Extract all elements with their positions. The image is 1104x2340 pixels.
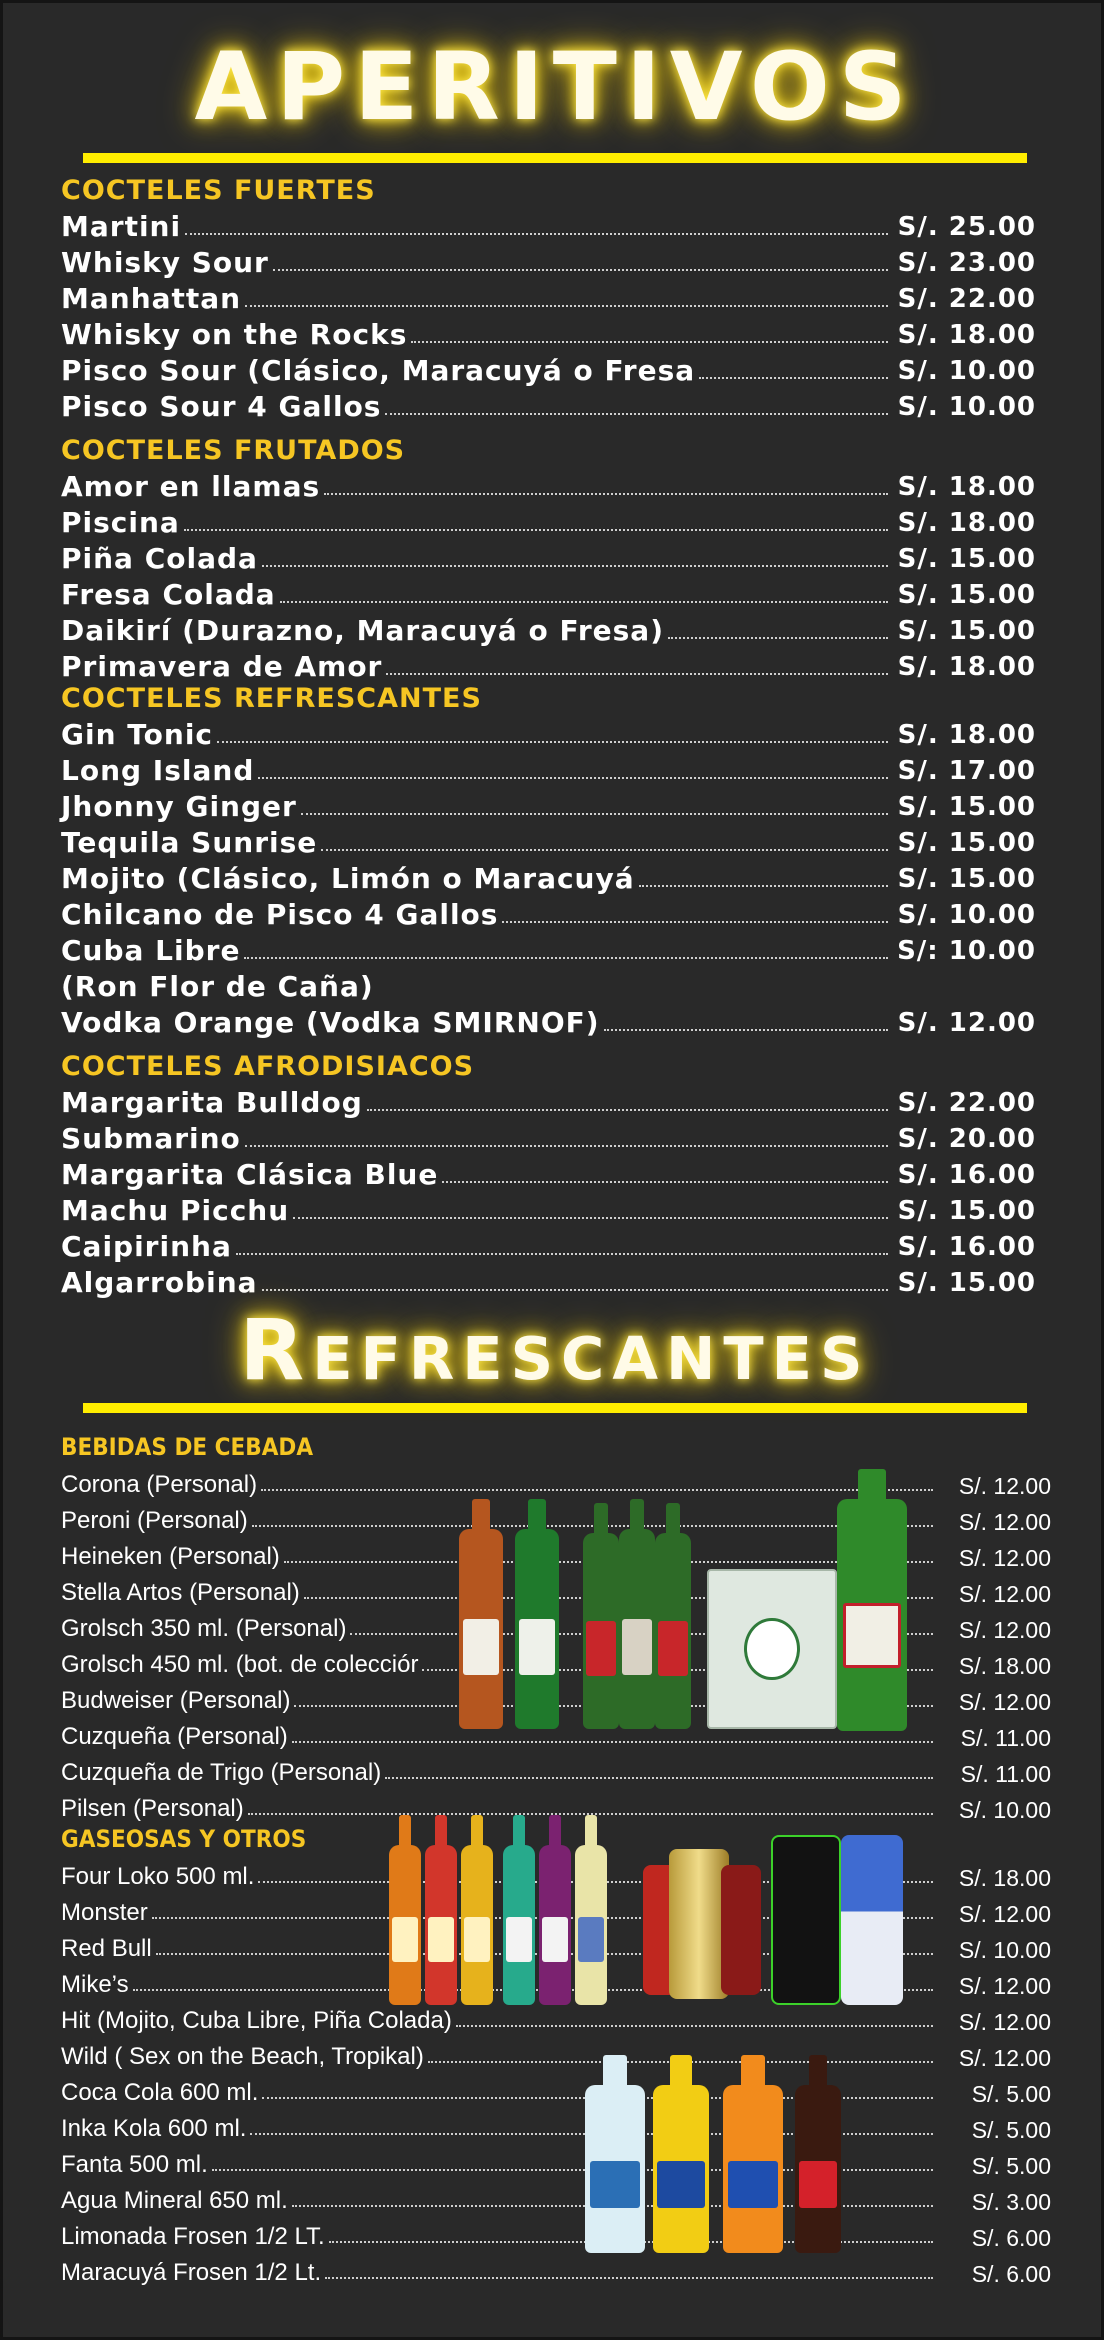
dot-leader xyxy=(258,777,888,779)
menu-item xyxy=(61,715,1036,751)
dot-leader xyxy=(385,1777,933,1779)
item-name: Fanta 500 ml. xyxy=(61,2151,208,2179)
item-name: Grolsch 350 ml. (Personal) xyxy=(61,1615,347,1643)
item-name: Algarrobina xyxy=(61,1265,258,1299)
item-name: Martini xyxy=(61,209,182,243)
dot-leader xyxy=(385,413,888,415)
item-price: S/. 18.00 xyxy=(897,720,1036,751)
item-price: S/. 10.00 xyxy=(897,356,1036,387)
dot-leader xyxy=(604,1029,888,1031)
dot-leader xyxy=(386,673,888,675)
item-name: Jhonny Ginger xyxy=(61,789,297,823)
title-underline xyxy=(83,153,1027,163)
menu-item xyxy=(61,1263,1036,1299)
item-price: S/. 6.00 xyxy=(971,2260,1051,2287)
item-price: S/. 15.00 xyxy=(897,1268,1036,1299)
menu-item xyxy=(61,2035,1051,2071)
item-price: S/. 15.00 xyxy=(897,1196,1036,1227)
item-name: Submarino xyxy=(61,1121,241,1155)
dot-leader xyxy=(321,849,888,851)
section-heading: COCTELES FUERTES xyxy=(61,175,376,206)
dot-leader xyxy=(280,601,888,603)
cocteles-afrodisiacos-items xyxy=(61,1083,1036,1299)
dot-leader xyxy=(324,493,888,495)
beer-bottles-image xyxy=(453,1473,913,1743)
item-name: Cuzqueña (Personal) xyxy=(61,1723,288,1751)
menu-item xyxy=(61,895,1036,931)
menu-item xyxy=(61,387,1036,423)
menu-item xyxy=(61,611,1036,647)
menu-item xyxy=(61,1083,1036,1119)
item-name: Manhattan xyxy=(61,281,242,315)
item-price: S/. 5.00 xyxy=(971,2152,1051,2179)
dot-leader xyxy=(244,957,888,959)
menu-item xyxy=(61,931,1036,967)
dot-leader xyxy=(217,741,888,743)
wild-bottle xyxy=(389,1845,421,2005)
item-name: Whisky Sour xyxy=(61,245,269,279)
item-price: S/. 12.00 xyxy=(958,1688,1051,1715)
item-price: S/. 12.00 xyxy=(958,2044,1051,2071)
section-heading: BEBIDAS DE CEBADA xyxy=(61,1433,314,1461)
menu-item xyxy=(61,1155,1036,1191)
item-price: S/. 18.00 xyxy=(897,472,1036,503)
stella-artois-bottle xyxy=(655,1533,691,1729)
menu-item xyxy=(61,315,1036,351)
dot-leader xyxy=(184,529,888,531)
dot-leader xyxy=(668,637,888,639)
item-price: S/. 15.00 xyxy=(897,828,1036,859)
wild-bottle xyxy=(461,1845,493,2005)
item-price: S/: 10.00 xyxy=(897,936,1036,967)
menu-item xyxy=(61,243,1036,279)
item-price: S/. 12.00 xyxy=(958,1616,1051,1643)
item-name: Chilcano de Pisco 4 Gallos xyxy=(61,897,499,931)
item-price: S/. 6.00 xyxy=(971,2224,1051,2251)
item-name: Daikirí (Durazno, Maracuyá o Fresa) xyxy=(61,613,664,647)
menu-item xyxy=(61,2143,1051,2179)
mikes-bottle xyxy=(575,1845,607,2005)
item-price: S/. 15.00 xyxy=(897,580,1036,611)
item-name: Stella Artos (Personal) xyxy=(61,1579,300,1607)
menu-item xyxy=(61,279,1036,315)
dot-leader xyxy=(367,1109,888,1111)
fanta-bottle xyxy=(723,2085,783,2253)
item-price: S/. 17.00 xyxy=(897,756,1036,787)
dot-leader xyxy=(245,1145,888,1147)
mikes-bottle xyxy=(539,1845,571,2005)
menu-item xyxy=(61,1119,1036,1155)
item-name: Wild ( Sex on the Beach, Tropikal) xyxy=(61,2043,424,2071)
menu-item xyxy=(61,967,1036,1003)
red-bull-can xyxy=(841,1835,903,2005)
item-name: Four Loko 500 ml. xyxy=(61,1863,255,1891)
menu-item xyxy=(61,1227,1036,1263)
section-heading: GASEOSAS Y OTROS xyxy=(61,1825,307,1853)
item-price: S/. 10.00 xyxy=(897,392,1036,423)
item-name: Margarita Bulldog xyxy=(61,1085,363,1119)
item-name: Pilsen (Personal) xyxy=(61,1795,244,1823)
item-price: S/. 22.00 xyxy=(897,284,1036,315)
item-price: S/. 12.00 xyxy=(958,1900,1051,1927)
item-price: S/. 10.00 xyxy=(958,1796,1051,1823)
item-name: Amor en llamas xyxy=(61,469,321,503)
menu-item xyxy=(61,787,1036,823)
item-name: Monster xyxy=(61,1899,148,1927)
drinks-image xyxy=(389,1819,905,2009)
item-name: Mike’s xyxy=(61,1971,129,1999)
item-price: S/. 3.00 xyxy=(971,2188,1051,2215)
dot-leader xyxy=(293,1217,888,1219)
item-price: S/. 20.00 xyxy=(897,1124,1036,1155)
monster-can xyxy=(771,1835,841,2005)
sodas-image xyxy=(581,2055,871,2257)
grolsch-swingtop-bottle xyxy=(837,1499,907,1731)
item-name: Budweiser (Personal) xyxy=(61,1687,291,1715)
item-name: Gin Tonic xyxy=(61,717,214,751)
item-price: S/. 10.00 xyxy=(958,1936,1051,1963)
menu-item xyxy=(61,859,1036,895)
item-price: S/. 16.00 xyxy=(897,1160,1036,1191)
menu-item xyxy=(61,2179,1051,2215)
four-loko-can xyxy=(721,1865,761,1995)
item-name: Red Bull xyxy=(61,1935,152,1963)
item-name: Coca Cola 600 ml. xyxy=(61,2079,259,2107)
menu-item xyxy=(61,575,1036,611)
menu-item xyxy=(61,539,1036,575)
menu-item xyxy=(61,2107,1051,2143)
aperitivos-title: APERITIVOS xyxy=(194,33,916,142)
item-price: S/. 18.00 xyxy=(897,652,1036,683)
section-heading: COCTELES REFRESCANTES xyxy=(61,683,482,714)
item-name: Maracuyá Frosen 1/2 Lt. xyxy=(61,2259,322,2287)
item-name: Whisky on the Rocks xyxy=(61,317,408,351)
item-name: Vodka Orange (Vodka SMIRNOF) xyxy=(61,1005,600,1039)
item-name: Grolsch 450 ml. (bot. de colecciór xyxy=(61,1651,419,1679)
item-price: S/. 12.00 xyxy=(958,2008,1051,2035)
item-price: S/. 15.00 xyxy=(897,792,1036,823)
item-name: Limonada Frosen 1/2 LT. xyxy=(61,2223,325,2251)
dot-leader xyxy=(325,2277,933,2279)
dot-leader xyxy=(245,305,888,307)
item-name: Pisco Sour 4 Gallos xyxy=(61,389,382,423)
aperitivos-list xyxy=(61,175,1036,1299)
section-heading: COCTELES FRUTADOS xyxy=(61,435,406,466)
menu-item xyxy=(61,751,1036,787)
menu-item xyxy=(61,1191,1036,1227)
item-price: S/. 18.00 xyxy=(958,1652,1051,1679)
cocteles-frutados-items xyxy=(61,467,1036,683)
coca-cola-bottle xyxy=(795,2085,841,2253)
menu-item xyxy=(61,467,1036,503)
item-price: S/. 23.00 xyxy=(897,248,1036,279)
dot-leader xyxy=(236,1253,888,1255)
item-name: Corona (Personal) xyxy=(61,1471,258,1499)
dot-leader xyxy=(273,269,888,271)
item-price: S/. 11.00 xyxy=(960,1760,1051,1787)
dot-leader xyxy=(262,565,888,567)
item-price: S/. 12.00 xyxy=(958,1544,1051,1571)
item-name: Fresa Colada xyxy=(61,577,276,611)
heineken-bottle xyxy=(515,1529,559,1729)
stella-artois-bottle xyxy=(619,1529,655,1729)
item-name: Heineken (Personal) xyxy=(61,1543,280,1571)
item-price: S/. 18.00 xyxy=(897,508,1036,539)
title-underline xyxy=(83,1403,1027,1413)
item-name: Piña Colada xyxy=(61,541,258,575)
item-name: Machu Picchu xyxy=(61,1193,290,1227)
item-price: S/. 22.00 xyxy=(897,1088,1036,1119)
refrescantes-title: Refrescantes xyxy=(239,1301,871,1399)
item-name: Long Island xyxy=(61,753,255,787)
item-price: S/. 16.00 xyxy=(897,1232,1036,1263)
dot-leader xyxy=(411,341,888,343)
item-price: S/. 5.00 xyxy=(971,2116,1051,2143)
item-name: Mojito (Clásico, Limón o Maracuyá xyxy=(61,861,635,895)
dot-leader xyxy=(185,233,888,235)
item-price: S/. 18.00 xyxy=(897,320,1036,351)
item-price: S/. 11.00 xyxy=(960,1724,1051,1751)
item-price: S/. 12.00 xyxy=(897,1008,1036,1039)
inca-kola-bottle xyxy=(653,2085,709,2253)
item-price: S/. 12.00 xyxy=(958,1472,1051,1499)
menu-item xyxy=(61,1003,1036,1039)
dot-leader xyxy=(442,1181,888,1183)
item-name: Margarita Clásica Blue xyxy=(61,1157,439,1191)
item-price: S/. 5.00 xyxy=(971,2080,1051,2107)
item-price: S/. 12.00 xyxy=(958,1580,1051,1607)
cocteles-fuertes-items xyxy=(61,207,1036,423)
item-price: S/. 25.00 xyxy=(897,212,1036,243)
item-name: (Ron Flor de Caña) xyxy=(61,969,374,1003)
item-name: Hit (Mojito, Cuba Libre, Piña Colada) xyxy=(61,2007,452,2035)
item-name: Cuba Libre xyxy=(61,933,241,967)
menu-item xyxy=(61,2215,1051,2251)
item-price: S/. 15.00 xyxy=(897,544,1036,575)
item-price: S/. 18.00 xyxy=(958,1864,1051,1891)
item-price: S/. 15.00 xyxy=(897,864,1036,895)
dot-leader xyxy=(502,921,888,923)
dot-leader xyxy=(639,885,888,887)
item-name: Cuzqueña de Trigo (Personal) xyxy=(61,1759,382,1787)
four-loko-can xyxy=(669,1849,729,1999)
menu-item xyxy=(61,207,1036,243)
dot-leader xyxy=(699,377,888,379)
item-price: S/. 10.00 xyxy=(897,900,1036,931)
wild-bottle xyxy=(425,1845,457,2005)
menu-item xyxy=(61,503,1036,539)
item-name: Caipirinha xyxy=(61,1229,232,1263)
item-name: Inka Kola 600 ml. xyxy=(61,2115,247,2143)
section-heading: COCTELES AFRODISIACOS xyxy=(61,1051,475,1082)
dot-leader xyxy=(456,2025,933,2027)
item-name: Tequila Sunrise xyxy=(61,825,318,859)
item-name: Pisco Sour (Clásico, Maracuyá o Fresa xyxy=(61,353,696,387)
menu-item xyxy=(61,351,1036,387)
item-name: Agua Mineral 650 ml. xyxy=(61,2187,288,2215)
item-price: S/. 12.00 xyxy=(958,1508,1051,1535)
item-name: Peroni (Personal) xyxy=(61,1507,248,1535)
water-bottle xyxy=(585,2085,645,2253)
mikes-bottle xyxy=(503,1845,535,2005)
menu-item xyxy=(61,647,1036,683)
budweiser-bottle xyxy=(459,1529,503,1729)
item-name: Primavera de Amor xyxy=(61,649,383,683)
menu-item xyxy=(61,2251,1051,2287)
item-name: Piscina xyxy=(61,505,180,539)
item-price: S/. 15.00 xyxy=(897,616,1036,647)
item-price: S/. 12.00 xyxy=(958,1972,1051,1999)
cocteles-refrescantes-items xyxy=(61,715,1036,1039)
dot-leader xyxy=(301,813,888,815)
dot-leader xyxy=(262,1289,888,1291)
menu-item xyxy=(61,2071,1051,2107)
menu-item xyxy=(61,1751,1051,1787)
grolsch-six-pack xyxy=(707,1569,837,1729)
stella-artois-bottle xyxy=(583,1533,619,1729)
menu-item xyxy=(61,823,1036,859)
